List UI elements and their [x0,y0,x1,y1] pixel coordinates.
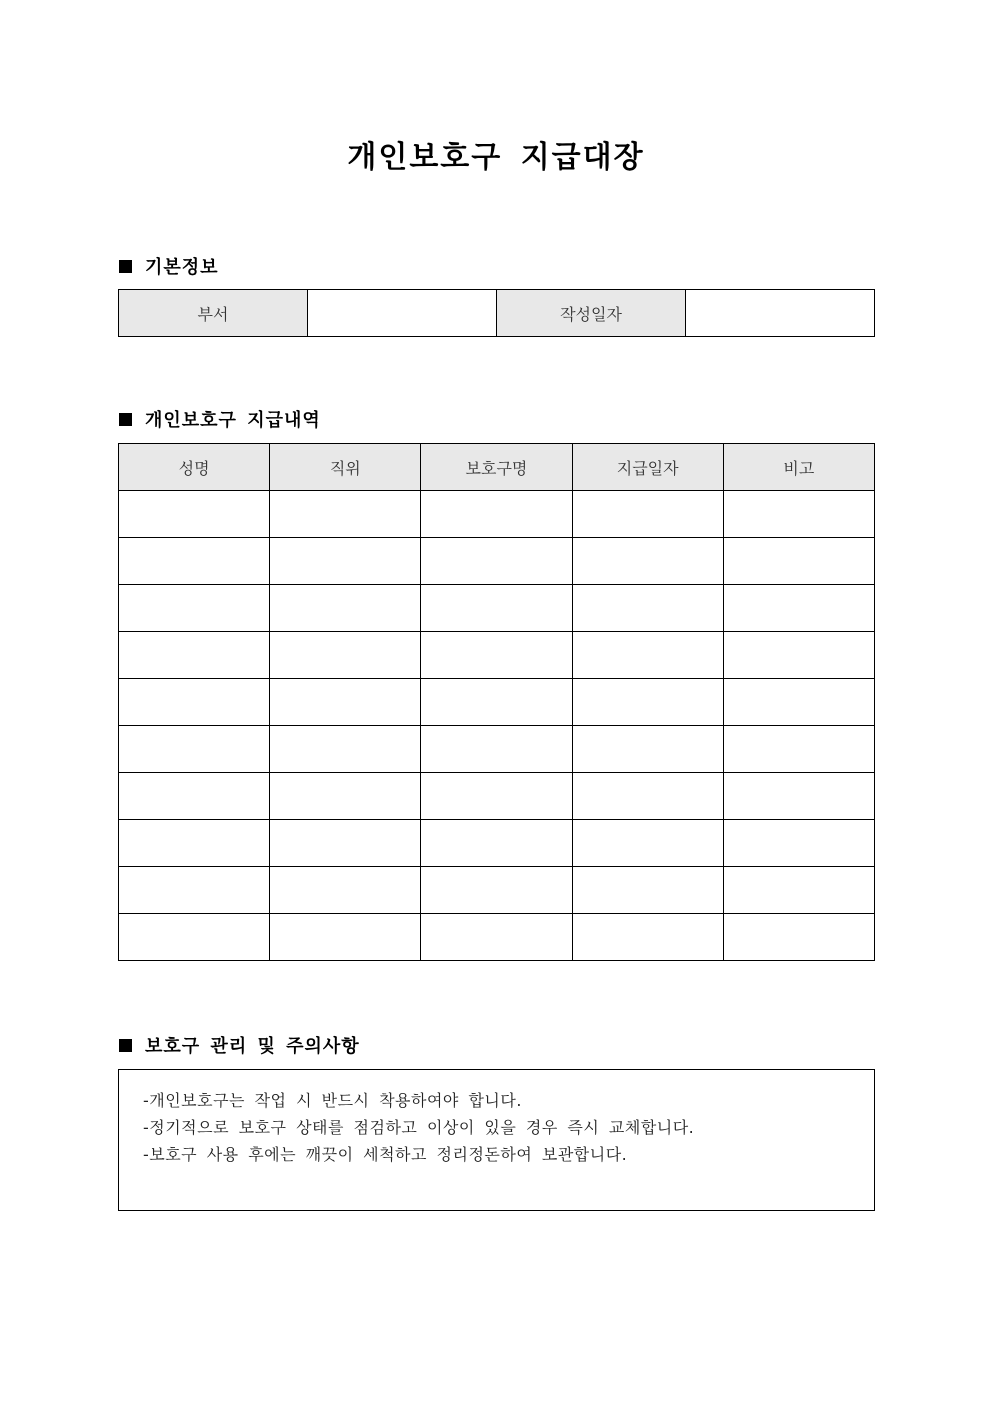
position-cell[interactable] [270,585,421,632]
issue-date-cell[interactable] [572,538,723,585]
square-bullet-icon [119,413,132,426]
issue-history-body [119,491,875,961]
position-cell[interactable] [270,867,421,914]
square-bullet-icon [119,1039,132,1052]
position-cell[interactable] [270,632,421,679]
date-written-field[interactable] [686,290,875,337]
equipment-name-cell[interactable] [421,585,572,632]
section-heading-label: 개인보호구 지급내역 [145,410,321,431]
position-cell[interactable] [270,914,421,961]
department-field[interactable] [308,290,497,337]
table-header-row [119,444,875,491]
position-cell[interactable] [270,491,421,538]
table-row [119,726,875,773]
square-bullet-icon [119,260,132,273]
note-item: -정기적으로 보호구 상태를 점검하고 이상이 있을 경우 즉시 교체합니다. [143,1118,695,1137]
note-item: -개인보호구는 작업 시 반드시 착용하여야 합니다. [143,1091,522,1110]
remarks-cell[interactable] [723,726,874,773]
basic-info-table [118,289,875,337]
notes-list [119,1070,874,1168]
note-item: -보호구 사용 후에는 깨끗이 세척하고 정리정돈하여 보관합니다. [143,1145,628,1164]
table-row [119,914,875,961]
table-row [119,491,875,538]
equipment-name-cell[interactable] [421,820,572,867]
issue-date-cell[interactable] [572,820,723,867]
remarks-cell[interactable] [723,632,874,679]
section-heading-label: 보호구 관리 및 주의사항 [145,1036,360,1057]
table-row [119,820,875,867]
department-label: 부서 [119,290,308,337]
remarks-cell[interactable] [723,538,874,585]
name-cell[interactable] [119,726,270,773]
section-heading-label: 기본정보 [145,257,219,278]
column-header-equipment-name: 보호구명 [421,444,572,491]
position-cell[interactable] [270,820,421,867]
notes-box [118,1069,875,1211]
equipment-name-cell[interactable] [421,538,572,585]
column-header-position: 직위 [270,444,421,491]
remarks-cell[interactable] [723,679,874,726]
column-header-issue-date: 지급일자 [572,444,723,491]
issue-date-cell[interactable] [572,914,723,961]
name-cell[interactable] [119,632,270,679]
position-cell[interactable] [270,773,421,820]
name-cell[interactable] [119,867,270,914]
issue-date-cell[interactable] [572,773,723,820]
column-header-name: 성명 [119,444,270,491]
issue-date-cell[interactable] [572,726,723,773]
section-heading-notes [119,1032,360,1058]
position-cell[interactable] [270,726,421,773]
remarks-cell[interactable] [723,585,874,632]
issue-date-cell[interactable] [572,632,723,679]
equipment-name-cell[interactable] [421,632,572,679]
table-row [119,679,875,726]
name-cell[interactable] [119,914,270,961]
issue-date-cell[interactable] [572,585,723,632]
section-heading-issue-history [119,406,321,432]
column-header-remarks: 비고 [723,444,874,491]
name-cell[interactable] [119,585,270,632]
page-title: 개인보호구 지급대장 [347,140,645,175]
equipment-name-cell[interactable] [421,773,572,820]
name-cell[interactable] [119,679,270,726]
name-cell[interactable] [119,538,270,585]
issue-date-cell[interactable] [572,679,723,726]
equipment-name-cell[interactable] [421,867,572,914]
issue-date-cell[interactable] [572,867,723,914]
position-cell[interactable] [270,538,421,585]
issue-history-table [118,443,875,961]
basic-info-row [119,290,875,337]
table-row [119,867,875,914]
equipment-name-cell[interactable] [421,726,572,773]
section-heading-basic-info [119,253,219,279]
remarks-cell[interactable] [723,867,874,914]
table-row [119,773,875,820]
table-row [119,585,875,632]
remarks-cell[interactable] [723,773,874,820]
table-row [119,632,875,679]
issue-date-cell[interactable] [572,491,723,538]
name-cell[interactable] [119,491,270,538]
equipment-name-cell[interactable] [421,914,572,961]
equipment-name-cell[interactable] [421,679,572,726]
equipment-name-cell[interactable] [421,491,572,538]
remarks-cell[interactable] [723,491,874,538]
table-row [119,538,875,585]
name-cell[interactable] [119,773,270,820]
position-cell[interactable] [270,679,421,726]
remarks-cell[interactable] [723,914,874,961]
name-cell[interactable] [119,820,270,867]
date-written-label: 작성일자 [497,290,686,337]
remarks-cell[interactable] [723,820,874,867]
